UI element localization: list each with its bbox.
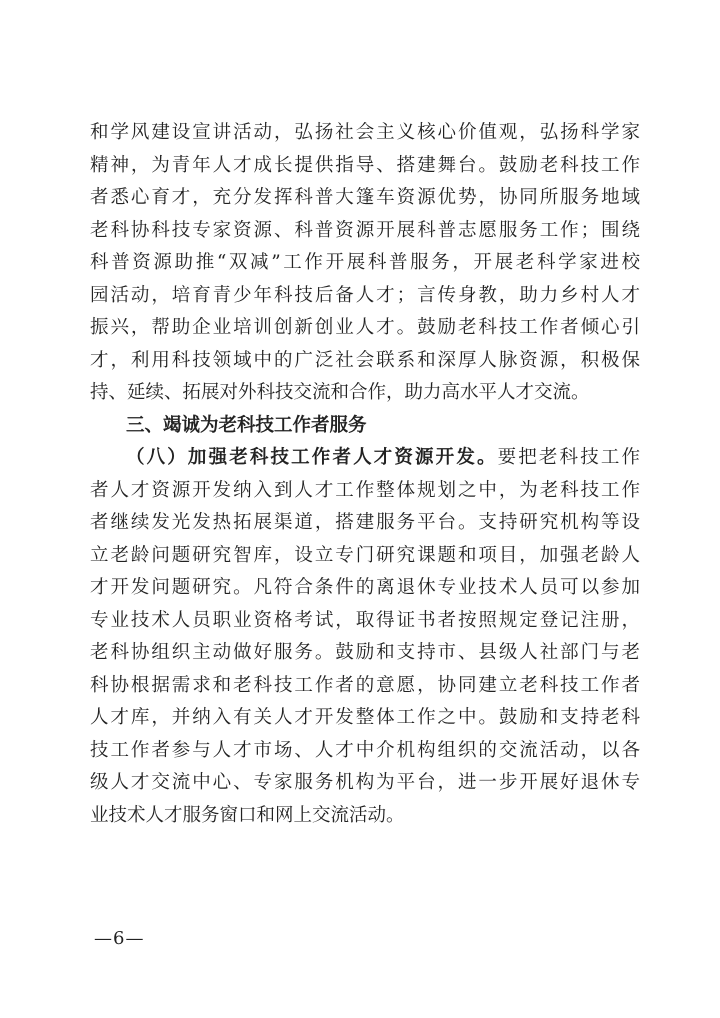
text-line: 持、延续、拓展对外科技交流和合作，助力高水平人才交流。 (90, 382, 590, 403)
text-line: 者悉心育才，充分发挥科普大篷车资源优势，协同所服务地域 (90, 187, 640, 208)
text-line: 者继续发光发热拓展渠道，搭建服务平台。支持研究机构等设 (90, 512, 640, 533)
paragraph-talent-resource-development (90, 443, 640, 833)
text-line: 才开发问题研究。凡符合条件的离退休专业技术人员可以参加 (90, 577, 640, 598)
text-line: 业技术人才服务窗口和网上交流活动。 (90, 804, 405, 826)
paragraph-lead-rest: 要把老科技工作 (497, 447, 640, 468)
text-line: 专业技术人员职业资格考试，取得证书者按照规定登记注册， (90, 609, 640, 631)
text-line: 人才库，并纳入有关人才开发整体工作之中。鼓励和支持老科 (90, 707, 640, 728)
page-number: —6— (94, 928, 145, 949)
text-line: 老科协组织主动做好服务。鼓励和支持市、县级人社部门与老 (90, 642, 640, 663)
text-line: 级人才交流中心、专家服务机构为平台，进一步开展好退休专 (90, 772, 640, 793)
text-line: 精神，为青年人才成长提供指导、搭建舞台。鼓励老科技工作 (90, 154, 640, 176)
document-body (90, 118, 640, 833)
text-line: 才，利用科技领域中的广泛社会联系和深厚人脉资源，积极保 (90, 349, 640, 371)
paragraph-talent-cultivation (90, 118, 640, 411)
text-line: 技工作者参与人才市场、人才中介机构组织的交流活动，以各 (90, 739, 640, 761)
paragraph-lead: （八）加强老科技工作者人才资源开发。 (126, 447, 498, 468)
text-line: 立老龄问题研究智库，设立专门研究课题和项目，加强老龄人 (90, 544, 640, 566)
text-line: 和学风建设宣讲活动，弘扬社会主义核心价值观，弘扬科学家 (90, 122, 640, 143)
text-line: 老科协科技专家资源、科普资源开展科普志愿服务工作；围绕 (90, 219, 640, 241)
section-heading: 三、竭诚为老科技工作者服务 (126, 414, 367, 436)
text-line: 振兴，帮助企业培训创新创业人才。鼓励老科技工作者倾心引 (90, 317, 640, 338)
text-line-first (90, 443, 640, 476)
text-line: 园活动，培育青少年科技后备人才；言传身教，助力乡村人才 (90, 284, 640, 306)
text-line: 科协根据需求和老科技工作者的意愿，协同建立老科技工作者 (90, 674, 640, 696)
text-line: 者人才资源开发纳入到人才工作整体规划之中，为老科技工作 (90, 479, 640, 501)
text-line: 科普资源助推“双减”工作开展科普服务，开展老科学家进校 (90, 252, 640, 273)
